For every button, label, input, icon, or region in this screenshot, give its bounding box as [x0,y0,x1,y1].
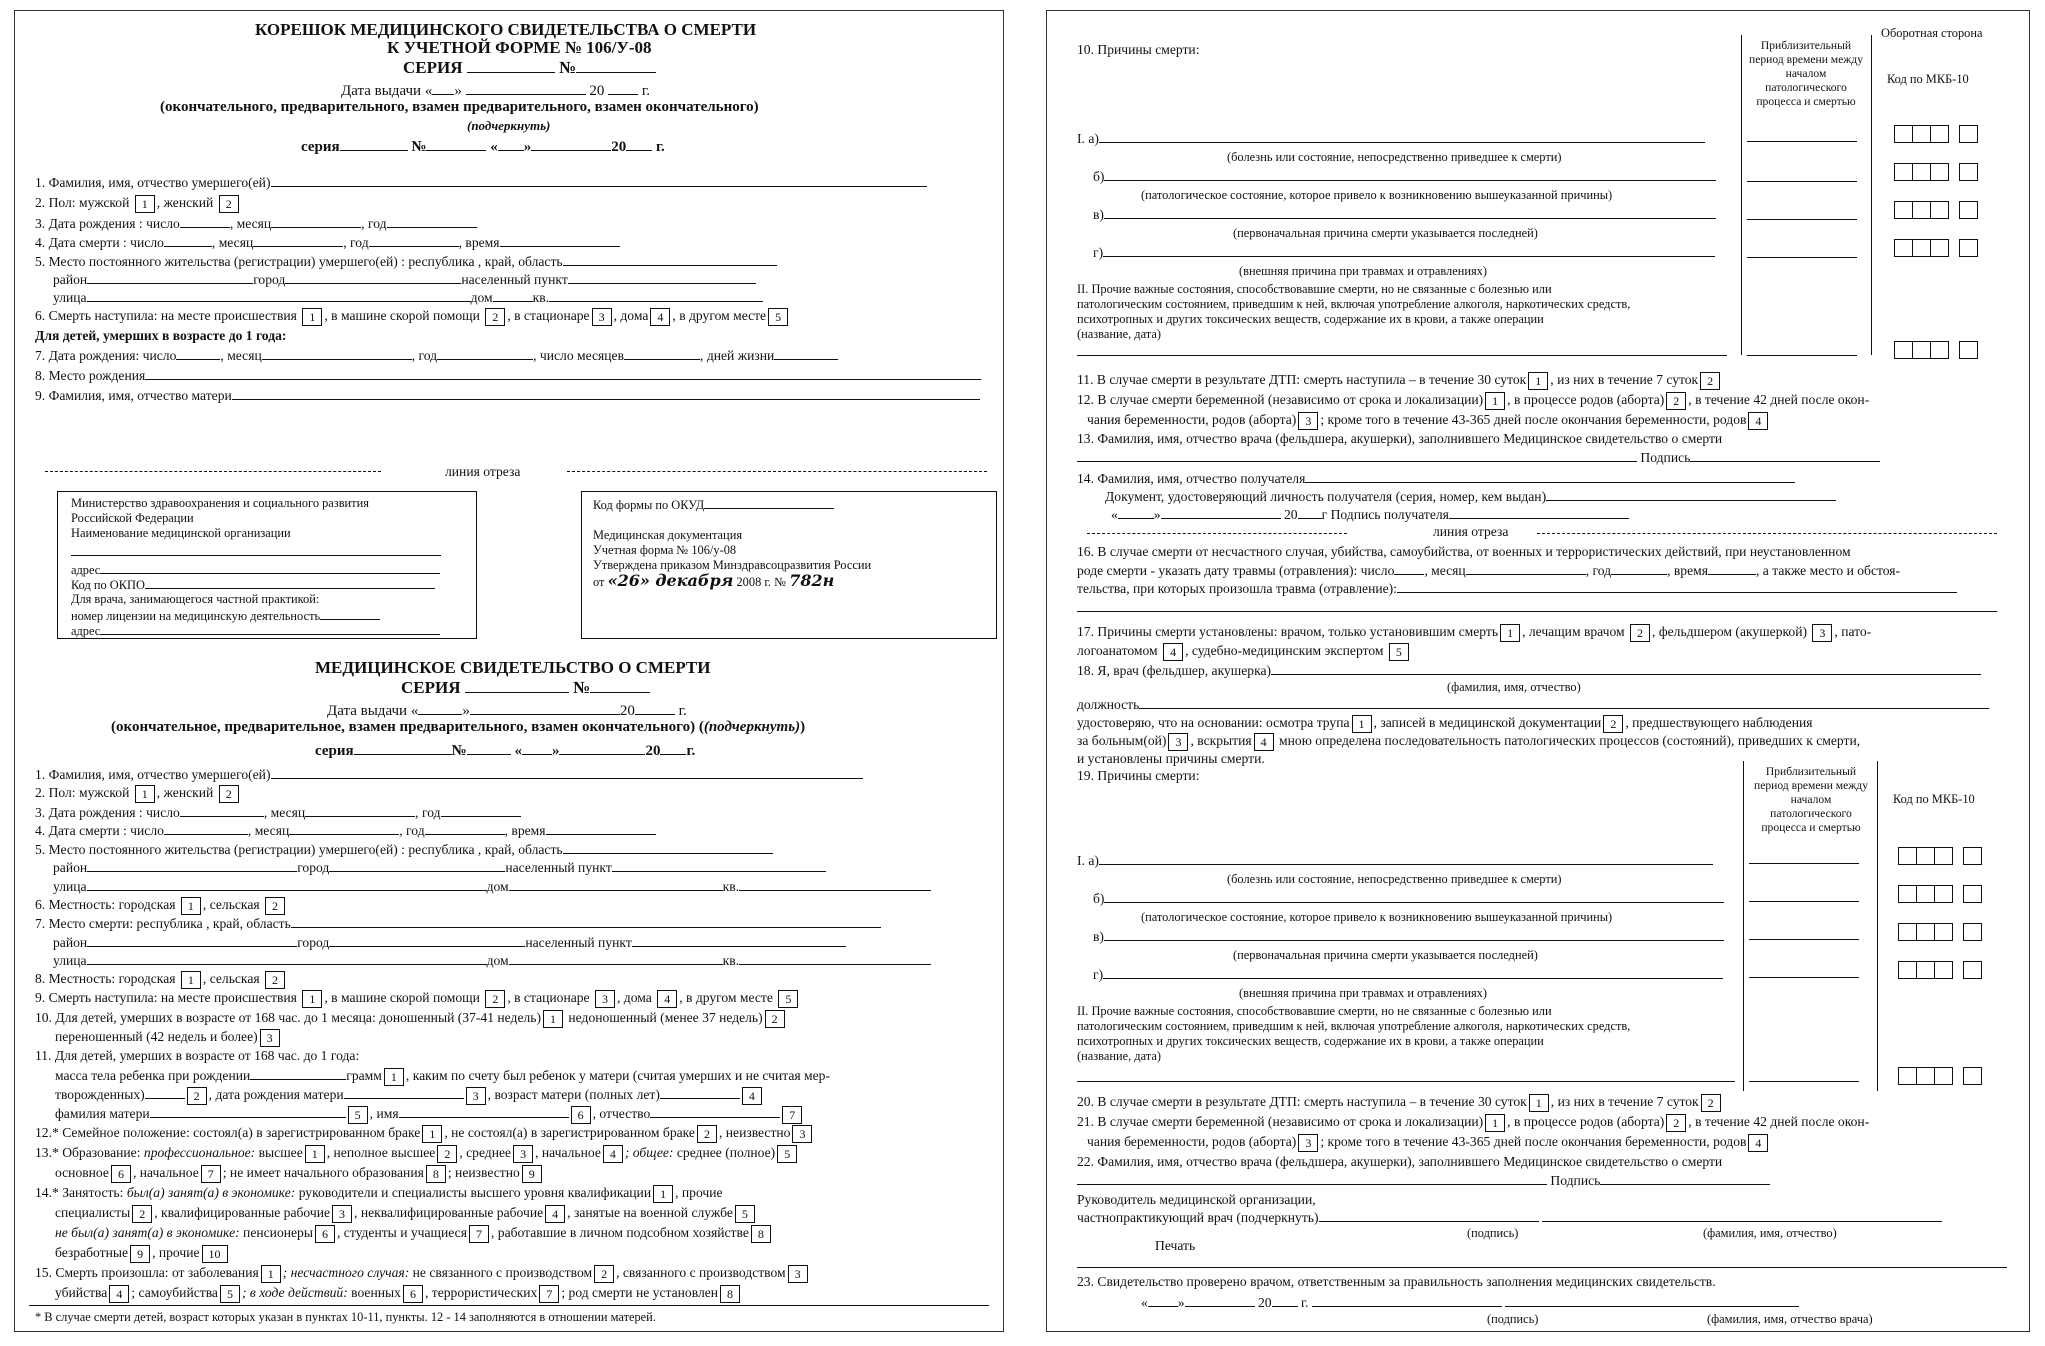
certificate-issue-date: Дата выдачи « » 20 г. [327,703,687,719]
cause2-a: I. а) [1077,851,1713,869]
head-of-org-2: частнопрактикующий врач (подчеркнуть) [1077,1208,1942,1226]
stub-item-9: 9. Фамилия, имя, отчество матери [35,386,980,404]
certificate-series-2: серия № « » 20 г. [315,743,696,759]
okud-form-no: Учетная форма № 106/у-08 [593,543,737,557]
item-18: 18. Я, врач (фельдшер, акушерка) [1077,661,1981,679]
cause2-a-caption: (болезнь или состояние, непосредственно приведшее к смерти) [1227,872,1562,886]
org-country: Российской Федерации [71,511,194,525]
item-16-date: роде смерти - указать дату травмы (отравления): число , месяц , год , время , а также место и обстоя- [1077,563,1901,578]
cause-b-caption: (патологическое состояние, которое привело к возникновению вышеуказанной причины) [1141,188,1613,202]
stub-infants-heading: Для детей, умерших в возрасте до 1 года: [35,328,287,343]
cause2-b-caption: (патологическое состояние, которое привело к возникновению вышеуказанной причины) [1141,910,1613,924]
other2-conditions-4: (название, дата) [1077,1049,1161,1063]
cause-g: г) [1093,243,1715,261]
item-16-circumstances: тельства, при которых произошла травма (отравление): [1077,579,1957,597]
causes-heading: 10. Причины смерти: [1077,42,1200,57]
item-23-fio-caption: (фамилия, имя, отчество врача) [1707,1312,1873,1326]
cert-item-5-region: район город населенный пункт [53,858,826,876]
cause-v-caption: (первоначальная причина смерти указывается последней) [1233,226,1538,240]
item-19-heading: 19. Причины смерти: [1077,768,1200,783]
cert-item-14-unemployed: не был(а) занят(а) в экономике: пенсионеры 6 , студенты и учащиеся 7 , работавшие в личном подсобном хозяйстве 8 [55,1224,773,1243]
cause2-v-caption: (первоначальная причина смерти указывается последней) [1233,948,1538,962]
item-11-dtp: 11. В случае смерти в результате ДТП: смерть наступила – в течение 30 суток 1 , из них в течение 7 суток 2 [1077,371,1722,390]
item-23-divider [1077,1267,2007,1268]
org-private-label: Для врача, занимающегося частной практикой: [71,592,320,606]
cert-item-14-other: безработные 9 , прочие 10 [55,1244,230,1263]
other2-conditions-2: патологическим состоянием, приведшим к ней, включая употребление алкоголя, наркотических средств, [1077,1019,1631,1033]
other-conditions-1: II. Прочие важные состояния, способствовавшие смерти, но не связанные с болезнью или [1077,282,1552,296]
cut-line-label: линия отреза [445,464,521,479]
stub-item-8: 8. Место рождения [35,366,981,384]
item-22-doctor: 22. Фамилия, имя, отчество врача (фельдшера, акушерки), заполнившего Медицинское свидетельство о смерти [1077,1154,1723,1169]
other2-conditions-1: II. Прочие важные состояния, способствовавшие смерти, но не связанные с болезнью или [1077,1004,1552,1018]
org-ministry: Министерство здравоохранения и социального развития [71,496,369,510]
column-divider-3 [1743,761,1744,1091]
cert-item-2: 2. Пол: мужской 1 , женский 2 [35,784,241,803]
stub-item-5-region: район город населенный пункт [53,270,756,288]
stub-item-1: 1. Фамилия, имя, отчество умершего(ей) [35,173,927,191]
cause-a: I. а) [1077,129,1705,147]
head-fio-caption: (фамилия, имя, отчество) [1703,1226,1837,1240]
stub-series: СЕРИЯ № [403,59,656,76]
cause2-v: в) [1093,927,1724,945]
cut-line-right [567,471,987,472]
item-12-pregnant-cont: чания беременности, родов (аборта) 3 ; кроме того в течение 43-365 дней после окончания беременности, родов 4 [1087,411,1770,430]
cert-item-7-street: улица дом кв. [53,951,931,969]
certificate-series: СЕРИЯ № [401,679,650,696]
cert-item-7: 7. Место смерти: республика , край, область [35,914,881,932]
mkb-code-v[interactable] [1895,201,1978,219]
mkb2-code-g[interactable] [1899,961,1982,979]
period-column-header-2: Приблизительный период времени между началом патологического процесса и смертью [1753,765,1868,834]
stub-item-2: 2. Пол: мужской 1 , женский 2 [35,194,241,213]
column-divider-2 [1871,35,1872,355]
cause-v: в) [1093,205,1716,223]
stub-item-3: 3. Дата рождения : число , месяц , год [35,214,477,232]
footnote-divider [29,1305,989,1306]
handwritten-order-date: «26» декабря [607,571,734,590]
mkb-column-header: Код по МКБ-10 [1887,72,1969,86]
certificate-front-page [14,10,1004,1332]
period-column-header: Приблизительный период времени между началом патологического процесса и смертью [1748,39,1863,108]
item-21-pregnant: 21. В случае смерти беременной (независимо от срока и локализации) 1 , в процессе родов (аборта) 2 , в течение 42 дней после окон- [1077,1114,1870,1130]
item-18-certify-cont: за больным(ой) 3 , вскрытия 4 мною определена последовательность патологических процессов (состояний), приведших к смерти, [1077,733,1861,749]
mkb2-code-a[interactable] [1899,847,1982,865]
stub-subtitle: К УЧЕТНОЙ ФОРМЕ № 106/У-08 [387,38,652,57]
item-18-fio-caption: (фамилия, имя, отчество) [1447,680,1581,694]
cut-line-left [45,471,381,472]
certificate-title: МЕДИЦИНСКОЕ СВИДЕТЕЛЬСТВО О СМЕРТИ [315,658,711,677]
period-line-b [1747,181,1857,182]
handwritten-order-number: 782н [789,571,835,590]
column-divider-1 [1741,35,1742,355]
cert-item-7-region: район город населенный пункт [53,933,846,951]
cert-item-12: 12.* Семейное положение: состоял(а) в зарегистрированном браке 1 , не состоял(а) в зарегистрированном браке 2 , неизвестно 3 [35,1124,814,1143]
cert-item-3: 3. Дата рождения : число , месяц , год [35,803,521,821]
footnote: * В случае смерти детей, возраст которых указан в пунктах 10-11, пункты. 12 - 14 заполняются в отношении матерей. [35,1310,656,1324]
cert-item-10-post: переношенный (42 недель и более) 3 [55,1028,282,1047]
mkb2-code-v[interactable] [1899,923,1982,941]
cut-line-right-label: линия отреза [1433,524,1509,539]
checkbox-male[interactable]: 1 [135,195,155,213]
cert-item-13: 13.* Образование: профессиональное: высшее 1 , неполное высшее 2 , среднее 3 , начальное 4 ; общее: среднее (полное) 5 [35,1144,799,1163]
stub-item-6: 6. Смерть наступила: на месте происшествия 1 , в машине скорой помощи 2 , в стационаре 3 , дома 4 , в другом месте 5 [35,307,790,326]
item-17: 17. Причины смерти установлены: врачом, только установившим смерть 1 , лечащим врачом 2 , фельдшером (акушеркой) 3 , пато- [1077,624,1872,640]
cert-item-15-violence: убийства 4 ; самоубийства 5 ; в ходе действий: военных 6 , террористических 7 ; род смерти не установлен 8 [55,1284,742,1303]
mkb2-code-other[interactable] [1899,1067,1982,1085]
item-23-sign-caption: (подпись) [1487,1312,1539,1326]
stub-item-4: 4. Дата смерти : число , месяц , год , время [35,233,620,251]
mkb-code-b[interactable] [1895,163,1978,181]
cert-item-11-weight: масса тела ребенка при рождении грамм 1 , каким по счету был ребенок у матери (считая умерших и не считая мер- [55,1068,830,1084]
cert-item-4: 4. Дата смерти : число , месяц , год , время [35,821,656,839]
okud-med-doc: Медицинская документация [593,528,743,542]
cut-line-right-a [1087,533,1347,534]
period-line-a [1747,141,1857,142]
head-of-org: Руководитель медицинской организации, [1077,1192,1316,1207]
okud-code-label: Код формы по ОКУД [593,495,834,514]
cert-item-5: 5. Место постоянного жительства (регистрации) умершего(ей) : республика , край, область [35,840,773,858]
cert-item-14: 14.* Занятость: был(а) занят(а) в экономике: руководители и специалисты высшего уровня квалификации 1 , прочие [35,1185,723,1201]
item-12-pregnant: 12. В случае смерти беременной (независимо от срока и локализации) 1 , в процессе родов (аборта) 2 , в течение 42 дней после окон- [1077,392,1870,408]
cause2-g: г) [1093,965,1723,983]
other-conditions-2: патологическим состоянием, приведшим к ней, включая употребление алкоголя, наркотических средств, [1077,297,1631,311]
org-name-label: Наименование медицинской организации [71,526,291,540]
other-conditions-4: (название, дата) [1077,327,1161,341]
certificate-variants: (окончательное, предварительное, взамен предварительного, взамен окончательного) ((подчеркнуть)) [111,719,806,735]
item-14-document: Документ, удостоверяющий личность получателя (серия, номер, кем выдан) [1105,487,1836,505]
cert-item-13-general: основное 6 , начальное 7 ; не имеет начального образования 8 ; неизвестно 9 [55,1164,544,1183]
other-conditions-3: психотропных и других токсических веществ, содержание их в крови, а также операции [1077,312,1544,326]
org-address2-label: адрес [71,621,440,640]
period-line-v [1747,219,1857,220]
other2-conditions-line [1077,1081,1735,1082]
period2-line-v [1749,939,1859,940]
item-16-line [1077,611,1997,612]
other2-conditions-3: психотропных и других токсических веществ, содержание их в крови, а также операции [1077,1034,1544,1048]
item-23: 23. Свидетельство проверено врачом, ответственным за правильность заполнения медицинских свидетельств. [1077,1274,1716,1289]
okud-approved: Утверждена приказом Минздравсоцразвития России [593,558,872,572]
item-14-recipient: 14. Фамилия, имя, отчество получателя [1077,469,1795,487]
okud-order-date: от «26» декабря 2008 г. № 782н [593,571,835,590]
period2-line-other [1749,1081,1859,1082]
item-13-sign: Подпись [1077,448,1880,466]
head-sign-caption: (подпись) [1467,1226,1519,1240]
mkb-code-other[interactable] [1895,341,1978,359]
cause-g-caption: (внешняя причина при травмах и отравлениях) [1239,264,1487,278]
cause2-g-caption: (внешняя причина при травмах и отравлениях) [1239,986,1487,1000]
cert-item-10: 10. Для детей, умерших в возрасте от 168 час. до 1 месяца: доношенный (37-41 недель) 1 недоношенный (менее 37 недель) 2 [35,1009,787,1028]
cert-item-1: 1. Фамилия, имя, отчество умершего(ей) [35,765,863,783]
org-name-line [71,555,441,556]
stub-series-2: серия № « » 20 г. [301,139,665,155]
stub-item-5-street: улица дом кв. [53,288,763,306]
item-17-cont: логоанатомом 4 , судебно-медицинским экспертом 5 [1077,642,1411,661]
item-22-sign: Подпись [1077,1171,1770,1189]
item-23-date: « » 20 г. [1141,1293,1799,1311]
obverse-label: Оборотная сторона [1881,26,1983,40]
cause-b: б) [1093,167,1716,185]
cert-item-8: 8. Местность: городская 1 , сельская 2 [35,970,287,989]
mkb-code-a[interactable] [1895,125,1978,143]
certificate-back-page [1046,10,2030,1332]
period2-line-a [1749,863,1859,864]
stub-variants: (окончательного, предварительного, взамен предварительного, взамен окончательного) [160,99,759,115]
stub-item-7: 7. Дата рождения: число , месяц , год , число месяцев , дней жизни [35,346,838,364]
checkbox-female[interactable]: 2 [219,195,239,213]
cert-item-14-workers: специалисты 2 , квалифицированные рабочие 3 , неквалифицированные рабочие 4 , занятые на военной службе 5 [55,1204,757,1223]
item-13-doctor: 13. Фамилия, имя, отчество врача (фельдшера, акушерки), заполнившего Медицинское свидетельство о смерти [1077,431,1723,446]
item-20-dtp: 20. В случае смерти в результате ДТП: смерть наступила – в течение 30 суток 1 , из них в течение 7 суток 2 [1077,1093,1723,1112]
cause2-b: б) [1093,889,1724,907]
other-conditions-line [1077,355,1727,356]
item-16: 16. В случае смерти от несчастного случая, убийства, самоубийства, от военных и террористических действий, при неустановленном [1077,544,1851,559]
item-14-date: « » 20 г Подпись получателя [1111,505,1629,523]
period-line-other [1747,355,1857,356]
cert-item-11-mother-dob: творожденных) 2 , дата рождения матери 3 , возраст матери (полных лет) 4 [55,1085,764,1105]
period2-line-b [1749,901,1859,902]
cert-item-11-mother-name: фамилия матери 5 , имя 6 , отчество 7 [55,1104,804,1124]
stub-underline-note: (подчеркнуть) [467,118,551,133]
item-18-certify-end: и установлены причины смерти. [1077,751,1265,766]
item-18-certify: удостоверяю, что на основании: осмотра трупа 1 , записей в медицинской документации 2 , предшествующего наблюдения [1077,715,1813,731]
mkb2-code-b[interactable] [1899,885,1982,903]
org-license-label: номер лицензии на медицинскую деятельность [71,606,380,625]
stub-issue-date: Дата выдачи « » 20 г. [341,83,651,99]
mkb-column-header-2: Код по МКБ-10 [1893,792,1975,806]
cert-item-11: 11. Для детей, умерших в возрасте от 168 час. до 1 года: [35,1048,360,1063]
cause-a-caption: (болезнь или состояние, непосредственно приведшее к смерти) [1227,150,1562,164]
cert-item-15: 15. Смерть произошла: от заболевания 1 ; несчастного случая: не связанного с производством 2 , связанного с производством 3 [35,1264,810,1283]
item-18-position: должность [1077,695,1989,713]
period2-line-g [1749,977,1859,978]
column-divider-4 [1877,761,1878,1091]
org-okpo-label: Код по ОКПО [71,575,435,594]
stub-item-5: 5. Место постоянного жительства (регистрации) умершего(ей) : республика , край, область [35,252,777,270]
org-address-label: адрес [71,560,440,579]
stamp-label: Печать [1155,1238,1196,1253]
mkb-code-g[interactable] [1895,239,1978,257]
cert-item-5-street: улица дом кв. [53,877,931,895]
item-21-pregnant-cont: чания беременности, родов (аборта) 3 ; кроме того в течение 43-365 дней после окончания беременности, родов 4 [1087,1133,1770,1152]
cert-item-6: 6. Местность: городская 1 , сельская 2 [35,896,287,915]
cut-line-right-b [1537,533,1997,534]
cert-item-9: 9. Смерть наступила: на месте происшествия 1 , в машине скорой помощи 2 , в стационаре 3 , дома 4 , в другом месте 5 [35,989,800,1008]
period-line-g [1747,257,1857,258]
stub-title: КОРЕШОК МЕДИЦИНСКОГО СВИДЕТЕЛЬСТВА О СМЕРТИ [255,20,757,39]
